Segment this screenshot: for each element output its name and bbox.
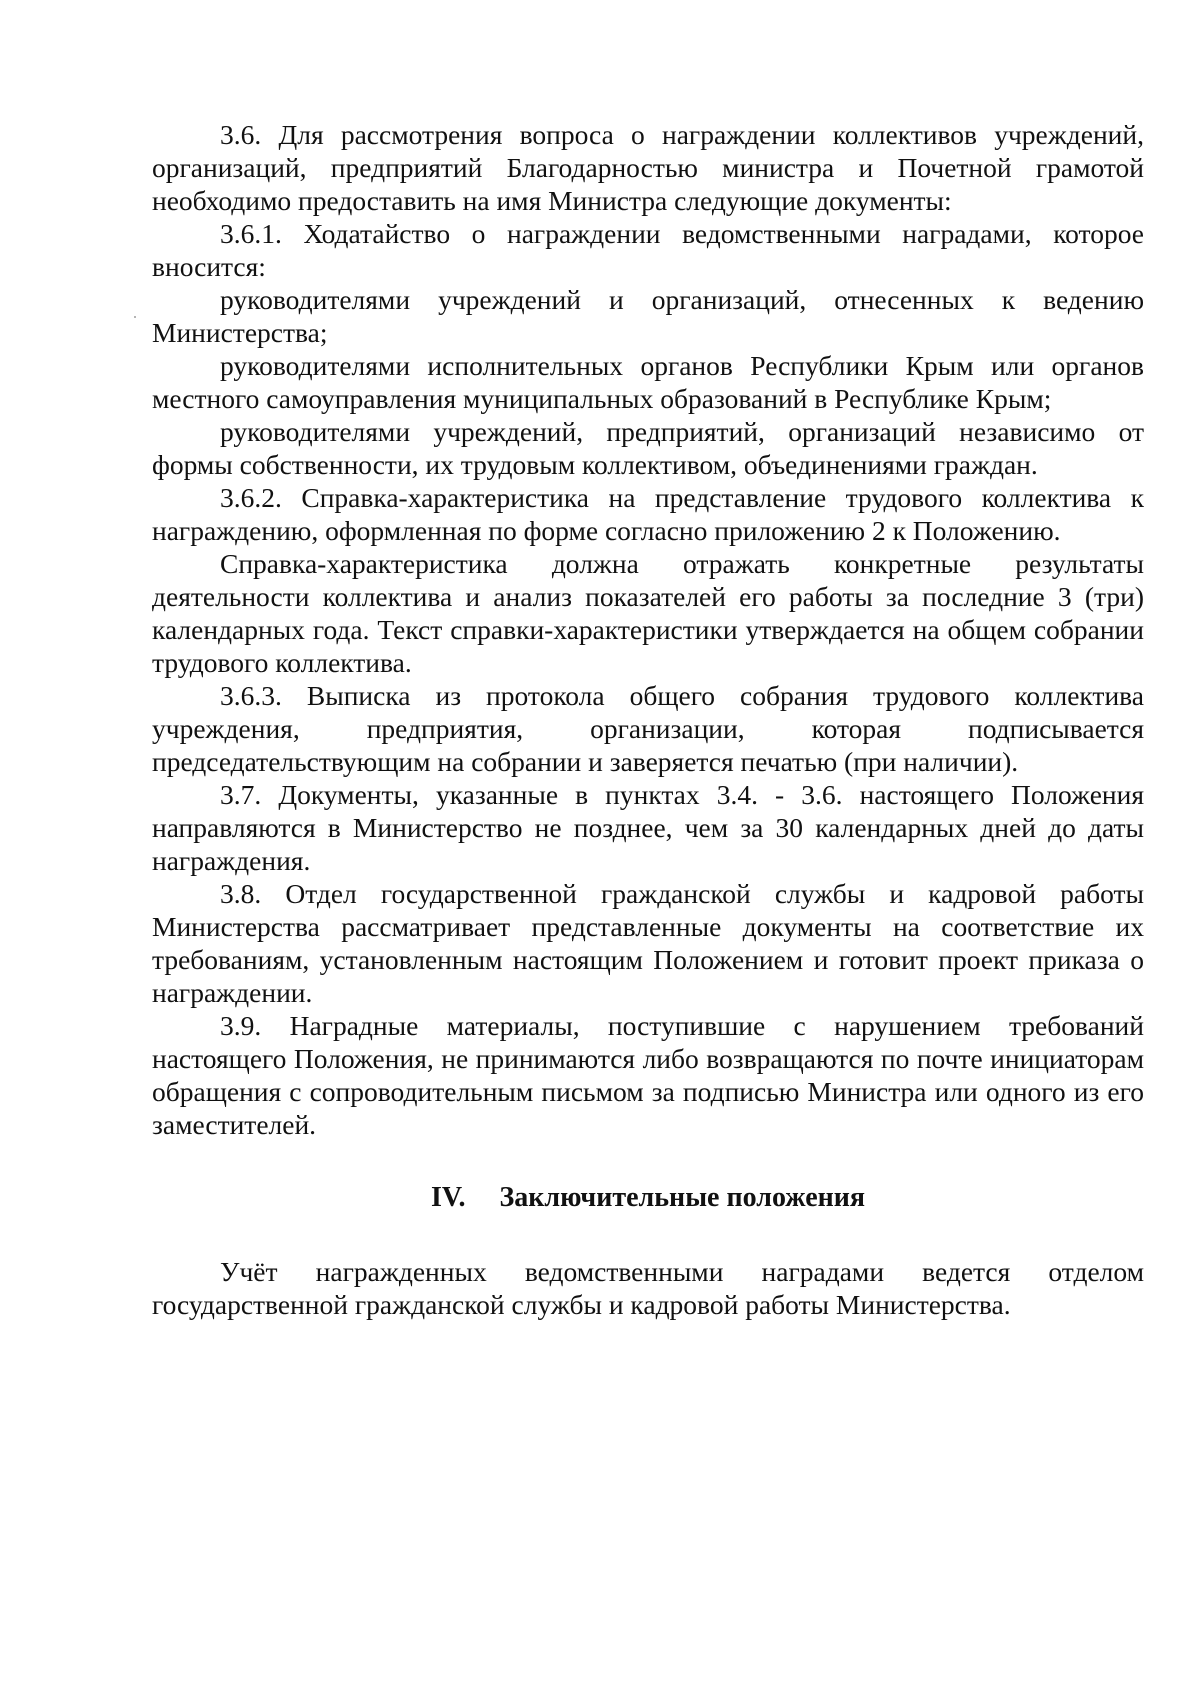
paragraph-3-6-2: 3.6.2. Справка-характеристика на представление трудового коллектива к награждению, оформленная по форме согласно приложению 2 к Положению.	[152, 482, 1144, 546]
paragraph-ministry-heads: руководителями учреждений и организаций, отнесенных к ведению Министерства;	[152, 284, 1144, 348]
scan-speck	[134, 316, 136, 318]
paragraph-3-6: 3.6. Для рассмотрения вопроса о награждении коллективов учреждений, организаций, предприятий Благодарностью министра и Почетной грамотой необходимо предоставить на имя Министра следующие документы:	[152, 119, 1144, 216]
paragraph-3-6-1: 3.6.1. Ходатайство о награждении ведомственными наградами, которое вносится:	[152, 218, 1144, 282]
section-heading	[152, 1181, 1144, 1215]
paragraph-3-9: 3.9. Наградные материалы, поступившие с нарушением требований настоящего Положения, не принимаются либо возвращаются по почте инициаторам обращения с сопроводительным письмом за подписью Министра или одного из его заместителей.	[152, 1010, 1144, 1140]
section-number: IV.	[430, 1182, 466, 1213]
paragraph-3-6-3: 3.6.3. Выписка из протокола общего собрания трудового коллектива учреждения, предприятия, организации, которая подписывается председательствующим на собрании и заверяется печатью (при наличии).	[152, 680, 1144, 777]
paragraph-reference-description: Справка-характеристика должна отражать конкретные результаты деятельности коллектива и анализ показателей его работы за последние 3 (три) календарных года. Текст справки-характеристики утверждается на общем собрании трудового коллектива.	[152, 548, 1144, 678]
document-body	[152, 118, 1144, 1321]
paragraph-final-accounting: Учёт награжденных ведомственными наградами ведется отделом государственной гражданской службы и кадровой работы Министерства.	[152, 1256, 1144, 1320]
paragraph-3-8: 3.8. Отдел государственной гражданской службы и кадровой работы Министерства рассматривает представленные документы на соответствие их требованиям, установленным настоящим Положением и готовит проект приказа о награждении.	[152, 878, 1144, 1008]
paragraph-executive-heads: руководителями исполнительных органов Республики Крым или органов местного самоуправления муниципальных образований в Республике Крым;	[152, 350, 1144, 414]
paragraph-3-7: 3.7. Документы, указанные в пунктах 3.4. - 3.6. настоящего Положения направляются в Министерство не позднее, чем за 30 календарных дней до даты награждения.	[152, 779, 1144, 876]
section-title: Заключительные положения	[499, 1182, 866, 1213]
paragraph-organization-heads: руководителями учреждений, предприятий, организаций независимо от формы собственности, их трудовым коллективом, объединениями граждан.	[152, 416, 1144, 480]
